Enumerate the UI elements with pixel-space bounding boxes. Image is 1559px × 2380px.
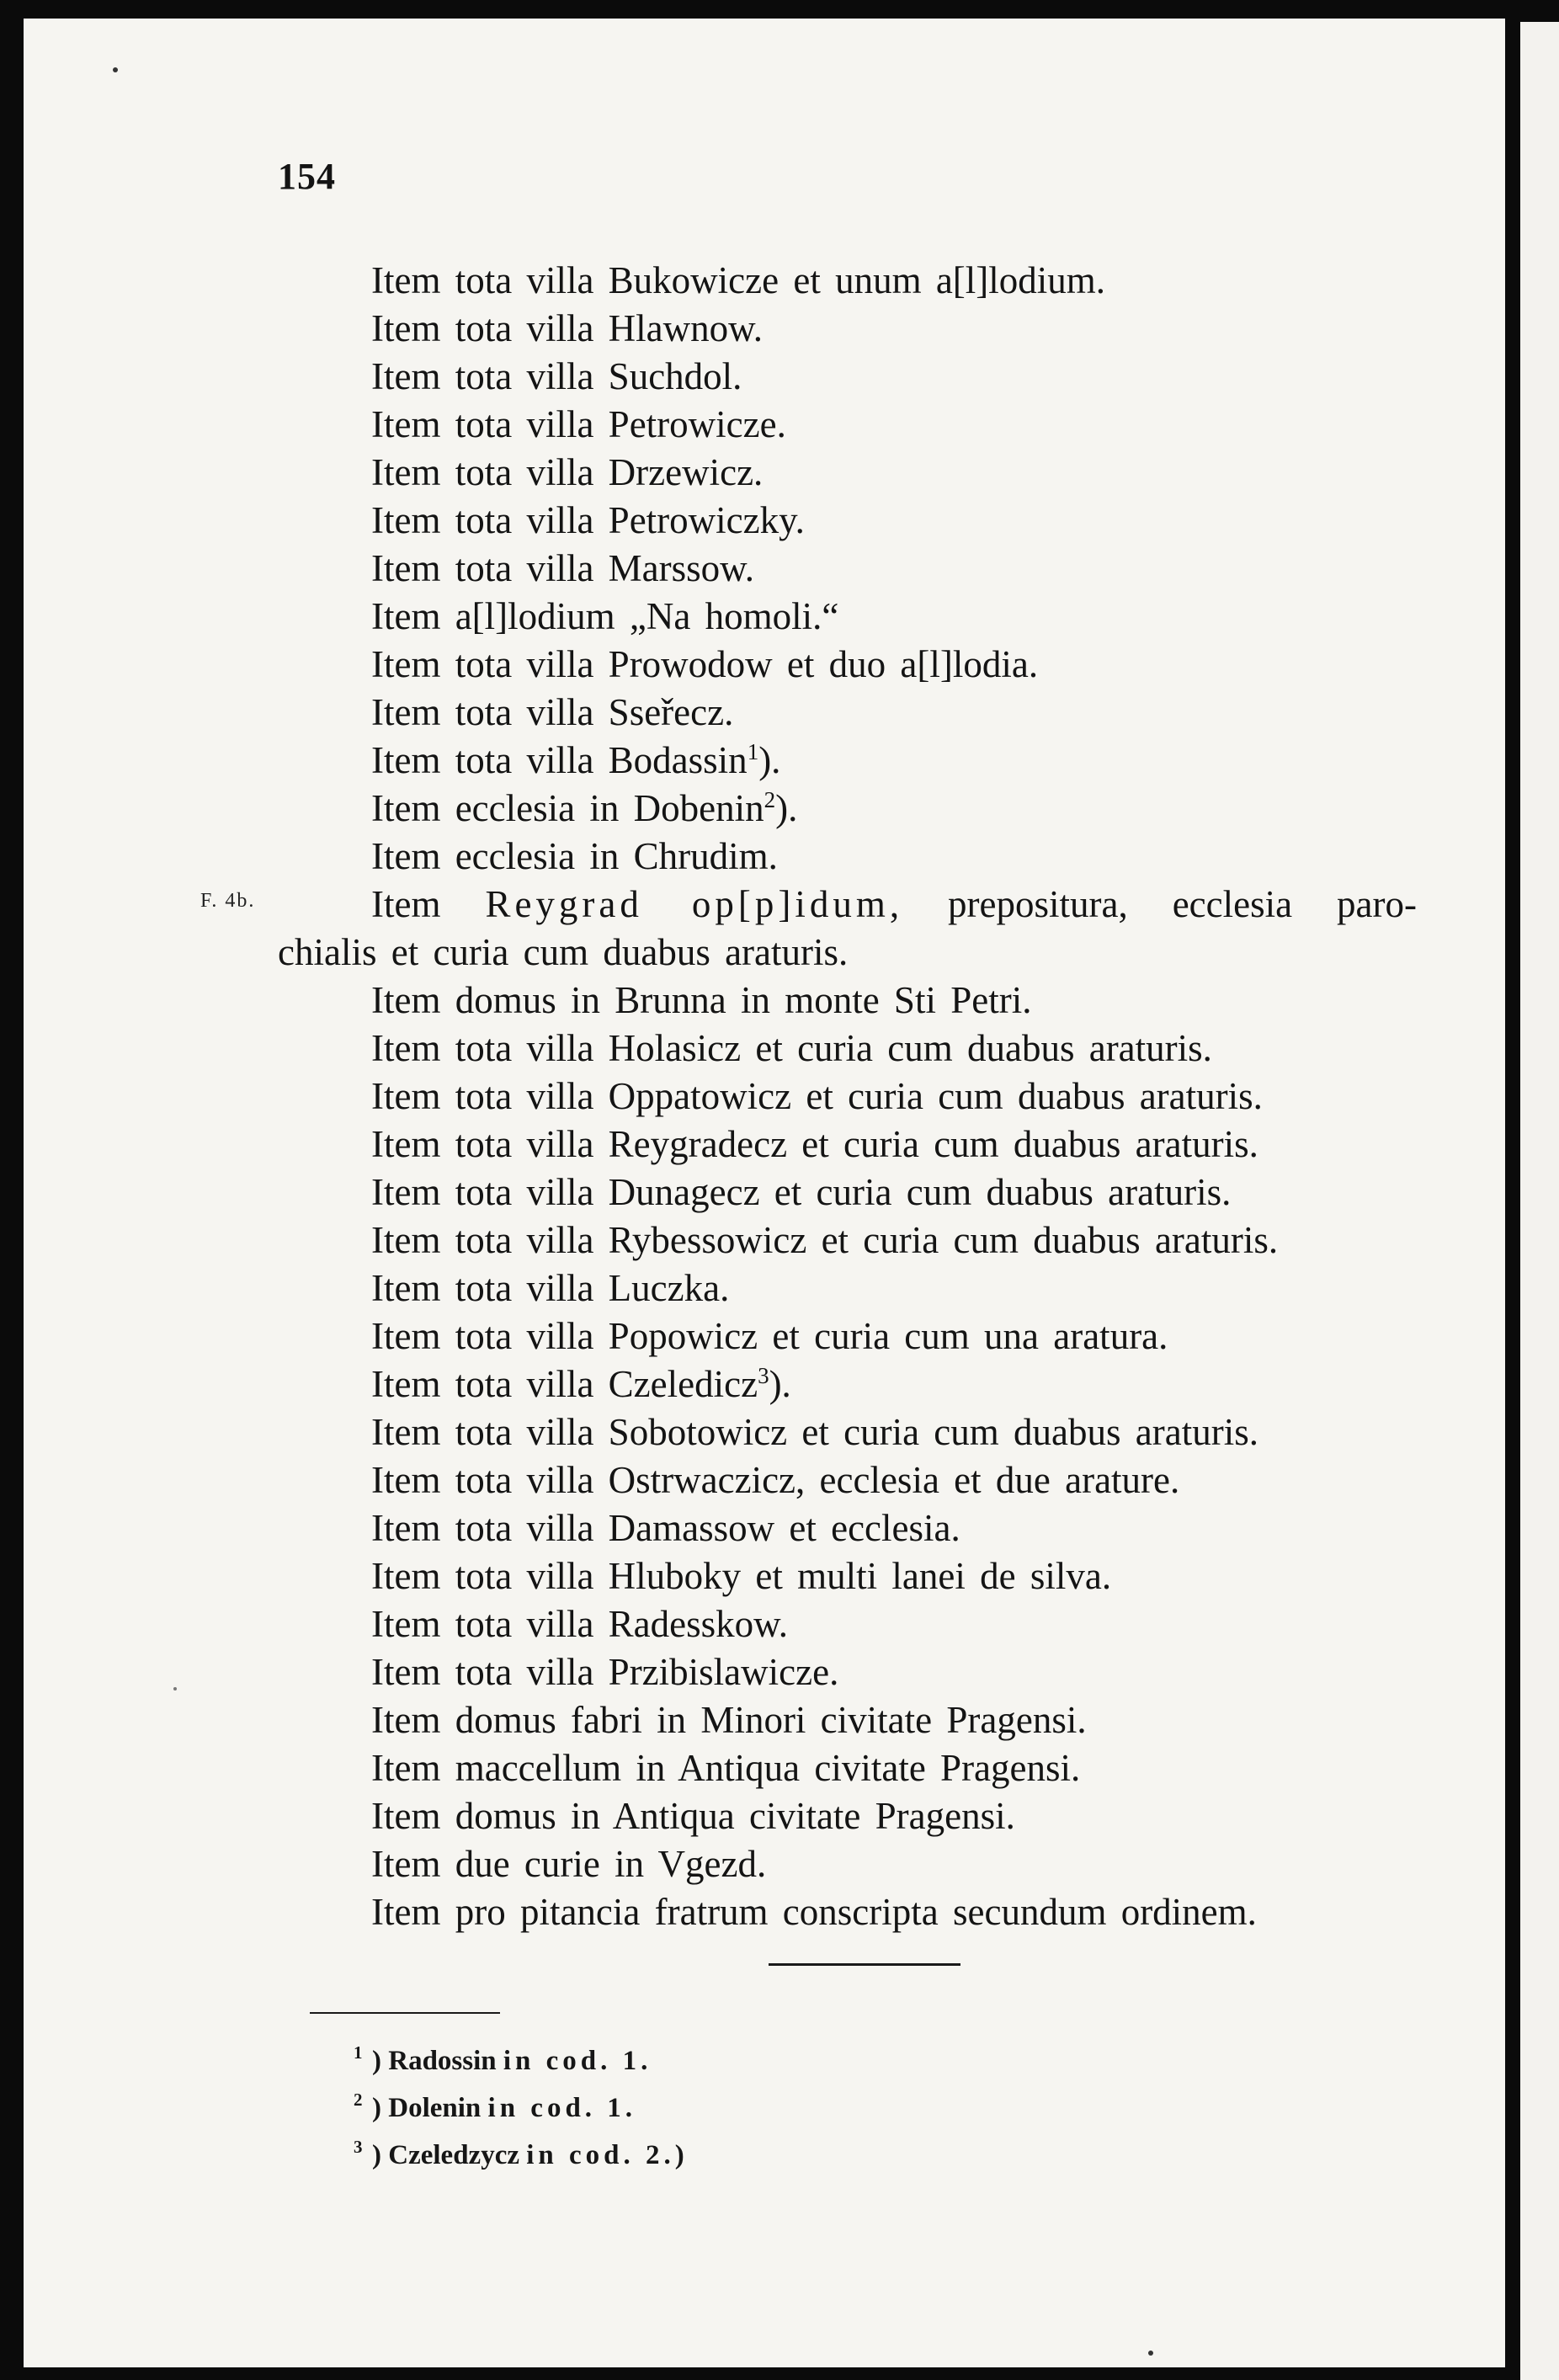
text-line: Item tota villa Radesskow. [371, 1603, 788, 1645]
text-line: Item tota villa Sobotowicz et curia cum duabus araturis. [371, 1411, 1258, 1453]
footnote: 3 ) Czeledzycz in cod. 2.) [354, 2132, 689, 2179]
text-line: Item ecclesia in Dobenin$^2$). [371, 787, 798, 829]
text-line: Item tota villa Suchdol. [371, 355, 742, 397]
footnote-mark: 3 [354, 2137, 363, 2157]
text-line: Item tota villa Bukowicze et unum a[l]lodium. [371, 259, 1106, 301]
scan-speck [1148, 2351, 1153, 2356]
text-line: Item tota villa Petrowicze. [371, 403, 786, 445]
text-line: Item tota villa Dunagecz et curia cum duabus araturis. [371, 1171, 1232, 1213]
text-line: Item maccellum in Antiqua civitate Pragensi. [371, 1747, 1081, 1789]
margin-folio-note: F. 4b. [200, 890, 256, 912]
text-line: Item tota villa Damassow et ecclesia. [371, 1507, 960, 1549]
text-line: Item tota villa Ostrwaczicz, ecclesia et due arature. [371, 1459, 1180, 1501]
text-line: Item tota villa Sseřecz. [371, 691, 734, 733]
page-number: 154 [278, 156, 336, 197]
text-line: Item tota villa Drzewicz. [371, 451, 764, 493]
text-line: Item tota villa Marssow. [371, 547, 754, 589]
text-line: Item domus in Antiqua civitate Pragensi. [371, 1795, 1015, 1837]
text-line-continuation: chialis et curia cum duabus araturis. [278, 931, 849, 973]
text-line: Item tota villa Reygradecz et curia cum duabus araturis. [371, 1123, 1258, 1165]
section-divider [769, 1963, 960, 1966]
footnote-rule [310, 2012, 500, 2014]
book-page [24, 19, 1505, 2367]
text-line: Item a[l]lodium „Na homoli.“ [371, 595, 839, 637]
footnote-mark: 2 [354, 2090, 363, 2110]
text-line: Item domus in Brunna in monte Sti Petri. [371, 979, 1032, 1021]
text-line: Item tota villa Luczka. [371, 1267, 730, 1309]
text-line: Item tota villa Hluboky et multi lanei de silva. [371, 1555, 1112, 1597]
footnote-mark: 1 [354, 2042, 363, 2063]
text-line: Item Reygrad op[p]idum, prepositura, ecclesia paro- [371, 883, 1417, 925]
scan-speck [113, 67, 118, 72]
spaced-placename: Reygrad op[p]idum, [485, 883, 904, 925]
text-line: Item tota villa Oppatowicz et curia cum duabus araturis. [371, 1075, 1263, 1117]
footnote: 1 ) Radossin in cod. 1. [354, 2037, 689, 2084]
text-line: Item pro pitancia fratrum conscripta secundum ordinem. [371, 1891, 1257, 1933]
text-line: Item tota villa Petrowiczky. [371, 499, 805, 541]
text-line: Item tota villa Rybessowicz et curia cum duabus araturis. [371, 1219, 1279, 1261]
text-line: Item tota villa Bodassin$^1$). [371, 739, 781, 781]
footnote: 2 ) Dolenin in cod. 1. [354, 2084, 689, 2132]
footnotes [354, 2037, 689, 2179]
text-line: Item ecclesia in Chrudim. [371, 835, 778, 877]
text-line: Item due curie in Vgezd. [371, 1843, 767, 1885]
text-line: Item tota villa Przibislawicze. [371, 1651, 839, 1693]
text-line: Item tota villa Popowicz et curia cum una aratura. [371, 1315, 1168, 1357]
footnote-ref: 3 [758, 1363, 769, 1388]
text-line: Item domus fabri in Minori civitate Pragensi. [371, 1699, 1087, 1741]
adjacent-page-edge [1520, 22, 1559, 2380]
text-line: Item tota villa Hlawnow. [371, 307, 763, 349]
text-line: Item tota villa Holasicz et curia cum duabus araturis. [371, 1027, 1212, 1069]
text-line: Item tota villa Prowodow et duo a[l]lodia. [371, 643, 1039, 685]
scan-speck [173, 1687, 177, 1690]
footnote-ref: 2 [764, 787, 776, 812]
footnote-ref: 1 [747, 739, 759, 764]
text-line: Item tota villa Czeledicz$^3$). [371, 1363, 791, 1405]
